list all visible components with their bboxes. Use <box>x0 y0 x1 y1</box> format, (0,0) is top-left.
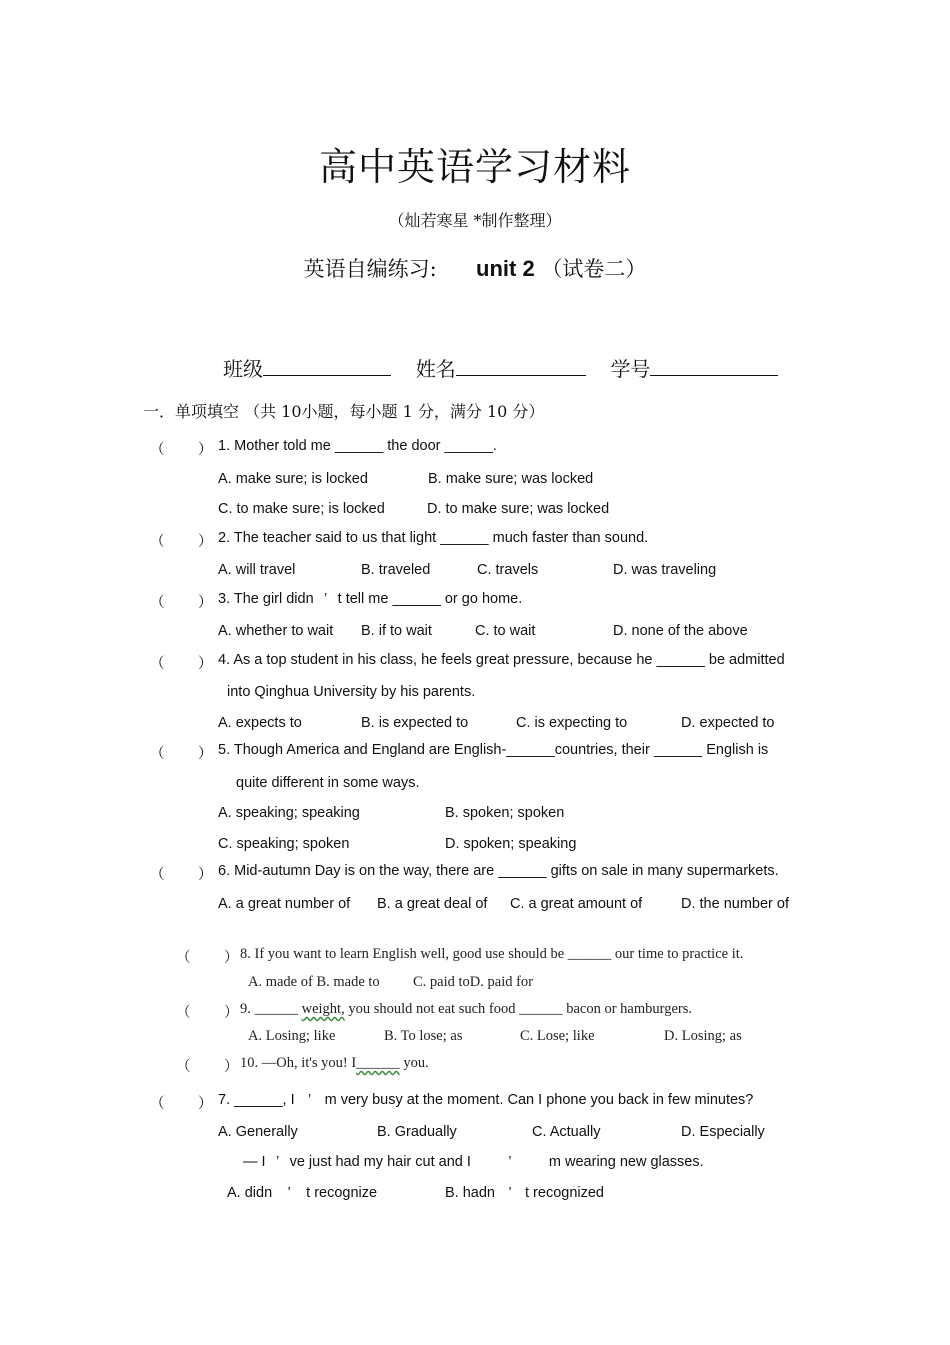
q5-option-d: D. spoken; speaking <box>445 836 577 852</box>
extra-option-b-apostrophe: ’ <box>508 1185 512 1201</box>
q5-option-b: B. spoken; spoken <box>445 805 565 821</box>
q8-options-cd: C. paid toD. paid for <box>413 974 534 990</box>
q6-option-a: A. a great number of <box>218 896 351 912</box>
q9-weight-word: weight, <box>301 1001 345 1017</box>
answer-paren-close: ） <box>198 867 213 883</box>
exercise-heading <box>0 253 950 283</box>
class-field[interactable] <box>263 357 391 376</box>
q3-stem-part-1: 3. The girl didn <box>218 591 314 607</box>
answer-paren-open: （ <box>150 746 165 762</box>
q1-option-b: B. make sure; was locked <box>428 471 594 487</box>
q7-apostrophe: ’ <box>307 1092 312 1108</box>
extra-option-a-part-1: A. didn <box>227 1185 273 1201</box>
number-label: 学号 <box>610 357 651 381</box>
question-7-stem <box>218 1092 753 1108</box>
question-1-stem: 1. Mother told me ______ the door ______. <box>218 438 497 454</box>
question-8-stem: 8. If you want to learn English well, good use should be ______ our time to practice it. <box>240 946 744 962</box>
q1-option-c: C. to make sure; is locked <box>218 501 385 517</box>
heading-suffix: （试卷二） <box>541 257 647 281</box>
answer-paren-open: （ <box>150 867 165 883</box>
answer-paren-open: （ <box>150 595 165 611</box>
q2-option-b: B. traveled <box>361 562 431 578</box>
answer-paren-close: ） <box>198 595 213 611</box>
q4-option-b: B. is expected to <box>361 715 469 731</box>
q5-option-a: A. speaking; speaking <box>218 805 360 821</box>
question-10-stem <box>240 1055 429 1072</box>
answer-paren-close: ） <box>224 1059 239 1075</box>
answer-paren-open: （ <box>150 442 165 458</box>
q6-option-d: D. the number of <box>681 896 789 912</box>
question-5-stem-continued: quite different in some ways. <box>236 775 420 791</box>
extra-option-b <box>445 1185 604 1201</box>
answer-paren-open: （ <box>150 1096 165 1112</box>
q4-option-a: A. expects to <box>218 715 302 731</box>
answer-paren-close: ） <box>224 1005 239 1021</box>
q10-stem-part-2: you. <box>403 1055 429 1071</box>
q9-option-b: B. To lose; as <box>384 1028 463 1044</box>
question-4-stem: 4. As a top student in his class, he feels great pressure, because he ______ be admitted <box>218 652 785 668</box>
heading-prefix: 英语自编练习: <box>303 257 437 281</box>
section-title: 一．单项填空 （共 10小题，每小题 1 分，满分 10 分） <box>143 402 545 421</box>
q9-option-c: C. Lose; like <box>520 1028 595 1044</box>
q7-option-b: B. Gradually <box>377 1124 457 1140</box>
q9-option-d: D. Losing; as <box>664 1028 742 1044</box>
q9-stem-blank: 9. ______ <box>240 1001 298 1017</box>
q2-option-a: A. will travel <box>218 562 296 578</box>
extra-apostrophe-2: ’ <box>508 1154 512 1170</box>
q3-option-b: B. if to wait <box>361 623 432 639</box>
class-label: 班级 <box>223 357 263 381</box>
q7-option-d: D. Especially <box>681 1124 765 1140</box>
q3-option-d: D. none of the above <box>613 623 748 639</box>
q3-stem-part-2: t tell me ______ or go home. <box>337 591 523 607</box>
heading-unit: unit 2 <box>476 256 535 281</box>
extra-part-1: — I <box>243 1154 266 1170</box>
extra-apostrophe-1: ’ <box>275 1154 280 1170</box>
q7-stem-part-2: m very busy at the moment. Can I phone you back in few minutes? <box>324 1092 754 1108</box>
answer-paren-open: （ <box>176 950 191 966</box>
answer-paren-close: ） <box>198 1096 213 1112</box>
answer-paren-close: ） <box>198 746 213 762</box>
q3-apostrophe: ’ <box>324 591 328 607</box>
page-title: 高中英语学习材料 <box>318 145 631 189</box>
extra-option-a <box>227 1185 377 1201</box>
question-2-stem: 2. The teacher said to us that light ______ much faster than sound. <box>218 530 649 546</box>
q1-option-d: D. to make sure; was locked <box>427 501 610 517</box>
q2-option-d: D. was traveling <box>613 562 717 578</box>
name-label: 姓名 <box>415 357 456 381</box>
q4-option-c: C. is expecting to <box>516 715 628 731</box>
q3-option-c: C. to wait <box>475 623 536 639</box>
answer-paren-open: （ <box>176 1059 191 1075</box>
extra-option-a-apostrophe: ’ <box>287 1185 291 1201</box>
extra-part-2: ve just had my hair cut and I <box>289 1154 471 1170</box>
answer-paren-open: （ <box>176 1005 191 1021</box>
student-info-line <box>223 353 778 382</box>
q5-option-c: C. speaking; spoken <box>218 836 350 852</box>
answer-paren-close: ） <box>198 442 213 458</box>
question-3-stem <box>218 591 522 607</box>
extra-part-3: m wearing new glasses. <box>548 1154 704 1170</box>
q7-option-c: C. Actually <box>532 1124 601 1140</box>
page-subtitle: （灿若寒星 *制作整理） <box>388 211 562 230</box>
q8-options-ab: A. made of B. made to <box>248 974 380 990</box>
q10-stem-part-1: 10. —Oh, it's you! I <box>240 1055 357 1071</box>
name-field[interactable] <box>456 357 586 376</box>
question-6-stem: 6. Mid-autumn Day is on the way, there are ______ gifts on sale in many supermarkets. <box>218 863 779 879</box>
extra-option-a-part-2: t recognize <box>306 1185 378 1201</box>
q7-option-a: A. Generally <box>218 1124 298 1140</box>
extra-option-b-part-2: t recognized <box>525 1185 604 1201</box>
answer-paren-open: （ <box>150 656 165 672</box>
question-5-stem: 5. Though America and England are English-______countries, their ______ English is <box>218 742 769 758</box>
q7-stem-part-1: 7. ______, I <box>218 1092 295 1108</box>
question-9-stem <box>240 1001 692 1018</box>
q4-option-d: D. expected to <box>681 715 775 731</box>
answer-paren-close: ） <box>198 656 213 672</box>
q6-option-b: B. a great deal of <box>377 896 488 912</box>
q10-blank: ______ <box>356 1055 400 1071</box>
answer-paren-close: ） <box>198 534 213 550</box>
q2-option-c: C. travels <box>477 562 539 578</box>
q9-stem-rest: you should not eat such food ______ bacon or hamburgers. <box>348 1001 692 1017</box>
extra-option-b-part-1: B. hadn <box>445 1185 495 1201</box>
q3-option-a: A. whether to wait <box>218 623 334 639</box>
answer-paren-close: ） <box>224 950 239 966</box>
question-4-stem-continued: into Qinghua University by his parents. <box>227 684 476 700</box>
q1-option-a: A. make sure; is locked <box>218 471 368 487</box>
q9-option-a: A. Losing; like <box>248 1028 336 1044</box>
number-field[interactable] <box>650 357 778 376</box>
q6-option-c: C. a great amount of <box>510 896 643 912</box>
answer-paren-open: （ <box>150 534 165 550</box>
extra-dialogue-line <box>243 1154 704 1170</box>
